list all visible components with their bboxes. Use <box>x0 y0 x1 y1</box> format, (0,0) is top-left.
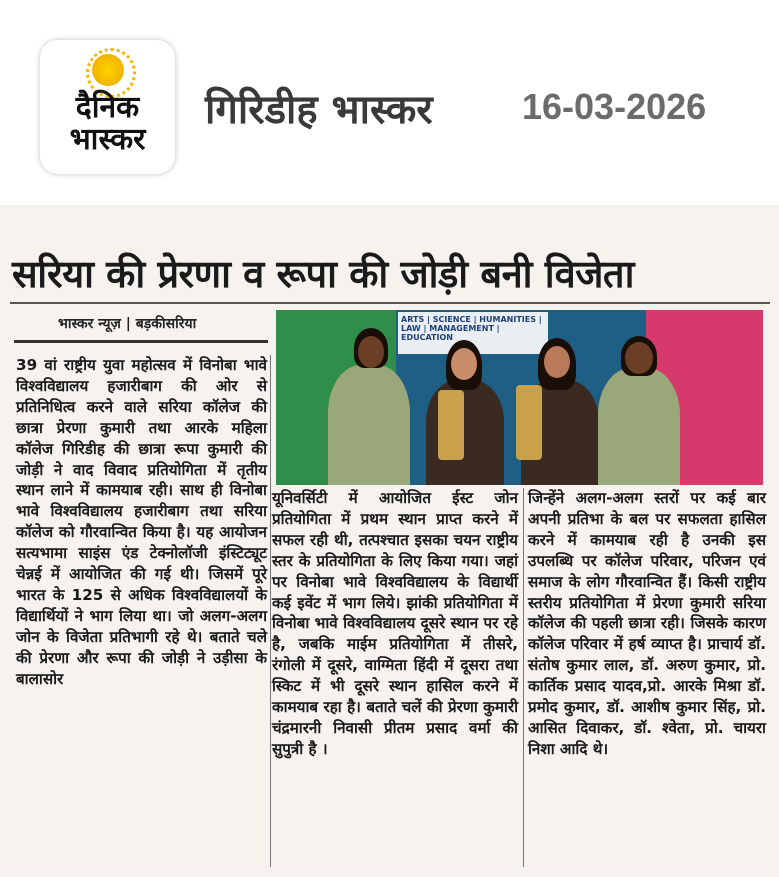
edition-title: गिरिडीह भास्कर <box>205 87 433 133</box>
article-byline: भास्कर न्यूज़ | बड़कीसरिया <box>58 316 197 332</box>
trophy-icon <box>438 390 464 460</box>
logo-line2: भास्कर <box>69 122 146 157</box>
trophy-icon <box>516 385 542 460</box>
article-column-1: 39 वां राष्ट्रीय युवा महोत्सव में विनोबा भावे विश्वविद्यालय हजारीबाग की ओर से प्रतिनिधित्व करने वाले सरिया कॉलेज की छात्रा प्रेरणा कुमारी तथा आरके महिला कॉलेज गिरिडीह की छात्रा रूपा कुमारी की जोड़ी ने वाद विवाद प्रतियोगिता में तृतीय स्थान लाने में कामयाब रही। साथ ही विनोबा भावे विश्वविद्यालय हजारीबाग तथा सरिया कॉलेज को गौरवान्वित किया है। यह आयोजन सत्यभामा साइंस एंड टेक्नोलॉजी इंस्टिट्यूट चेन्नई में आयोजित की गई थी। जिसमें पूरे भारत के 125 से अधिक विश्वविद्यालयों के विद्यार्थियों ने भाग लिया था। जो अलग-अलग जोन के विजेता प्रतिभागी रहे थे। बताते चले की प्रेरणा और रूपा की जोड़ी ने उड़ीसा के बालासोर <box>16 356 267 688</box>
dainik-bhaskar-logo <box>40 40 175 174</box>
logo-line1: दैनिक <box>75 90 140 125</box>
news-photo <box>276 310 763 485</box>
article-headline: सरिया की प्रेरणा व रूपा की जोड़ी बनी विजेता <box>12 252 634 296</box>
masthead <box>0 0 779 205</box>
column-divider <box>270 355 271 867</box>
column-divider <box>523 488 524 867</box>
sun-icon <box>92 54 124 86</box>
headline-rule <box>10 302 770 304</box>
article-column-3: जिन्हेंने अलग-अलग स्तरों पर कई बार अपनी प्रतिभा के बल पर सफलता हासिल करने में कामयाब रही है उनकी इस उपलब्धि पर कॉलेज परिवार, परिजन एवं समाज के लोग गौरवान्वित हैं। किसी राष्ट्रीय स्तरीय प्रतियोगिता में प्रेरणा कुमारी सरिया कॉलेज की पहली छात्रा रही। जिसके कारण कॉलेज परिवार में हर्ष व्याप्त है। प्राचार्य डॉ. संतोष कुमार लाल, डॉ. अरुण कुमार, प्रो. कार्तिक प्रसाद यादव,प्रो. आरके मिश्रा डॉ. प्रमोद कुमार, डॉ. आशीष कुमार सिंह, प्रो. आसित दिवाकर, डॉ. श्वेता, प्रो. चायरा निशा आदि थे। <box>528 489 766 758</box>
edition-date: 16-03-2026 <box>522 86 707 127</box>
photo-banner: ARTS | SCIENCE | HUMANITIES | LAW | MANAGEMENT | EDUCATION <box>398 312 548 354</box>
article-column-2: यूनिवर्सिटी में आयोजित ईस्ट जोन प्रतियोगिता में प्रथम स्थान प्राप्त करने में सफल रही थी, तत्पश्चात इसका चयन राष्ट्रीय स्तर के प्रतियोगिता के लिए किया गया। जहां पर विनोबा भावे विश्वविद्यालय के विद्यार्थी कई इवेंट में भाग लिये। झांकी प्रतियोगिता में विनोबा भावे विश्वविद्यालय दूसरे स्थान पर रहे है, जबकि माईम प्रतियोगिता में तीसरे, रंगोली में दूसरे, वाग्मिता हिंदी में दूसरा तथा स्किट में भी दूसरे स्थान हासिल करने में कामयाब रहा है। बताते चलें की प्रेरणा कुमारी चंद्रमारनी निवासी प्रीतम प्रसाद वर्मा की सुपुत्री है । <box>272 489 518 758</box>
byline-rule <box>14 340 268 343</box>
